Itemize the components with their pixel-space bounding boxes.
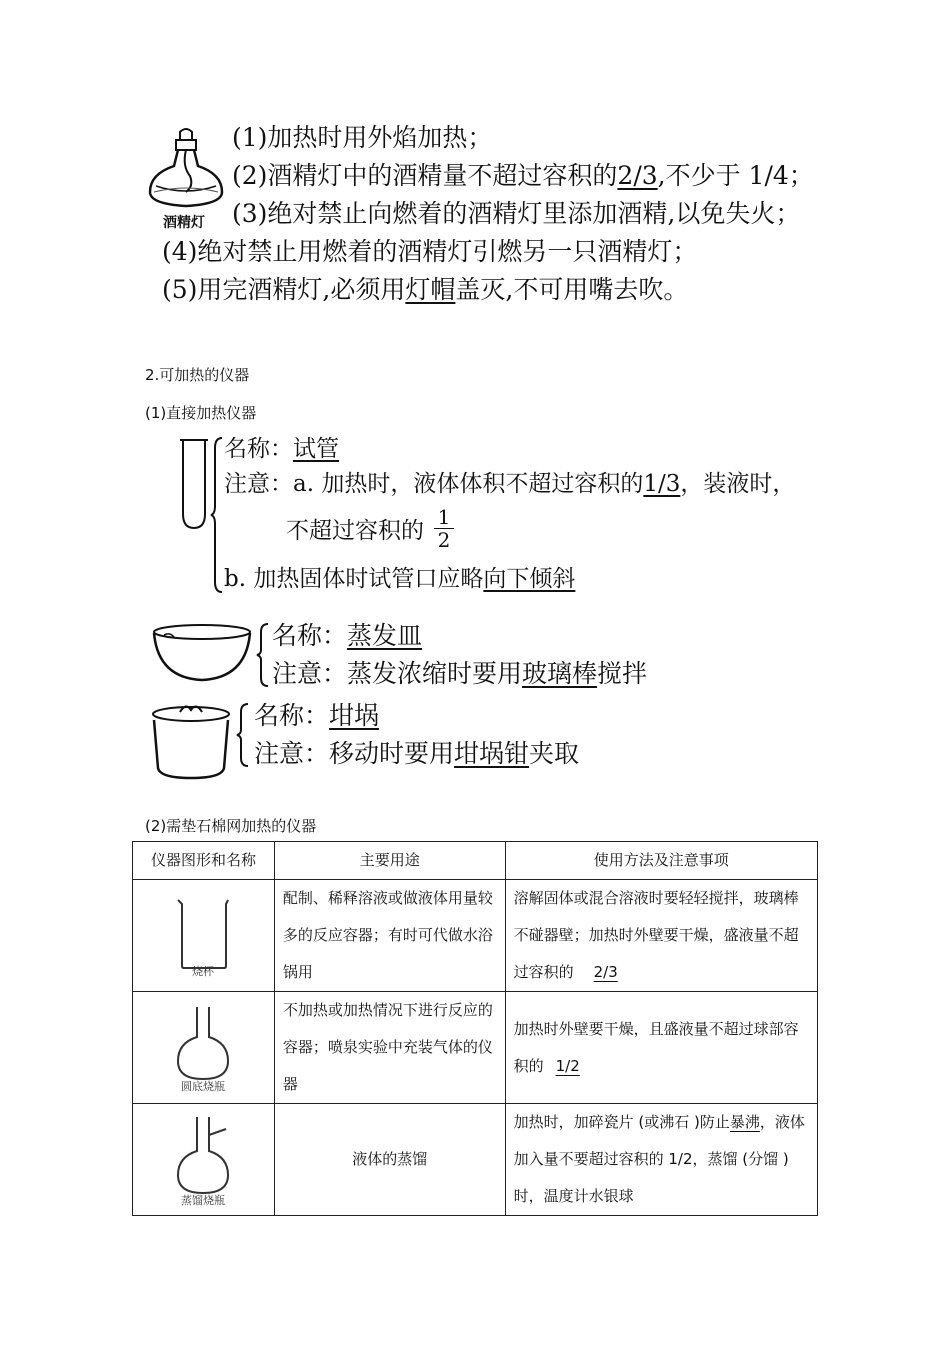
- test-tube-note-b: b. 加热固体时试管口应略向下倾斜: [224, 566, 576, 592]
- beaker-caption: 烧杯: [192, 964, 215, 978]
- distilling-flask-figure: [168, 1113, 238, 1207]
- evaporating-dish-figure: [150, 622, 254, 684]
- distilling-flask-cell: [133, 1104, 275, 1216]
- test-tube-name: 名称：试管: [224, 436, 339, 462]
- test-tube-note-a2: 不超过容积的: [286, 518, 424, 544]
- lamp-rule-2: (2)酒精灯中的酒精量不超过容积的2/3,不少于 1/4；: [232, 161, 814, 190]
- table-header-cell: 仪器图形和名称: [133, 842, 275, 880]
- distilling-flask-use: 液体的蒸馏: [274, 1104, 505, 1216]
- section-heading: 2.可加热的仪器: [145, 366, 250, 384]
- round-bottom-flask-figure: [168, 1003, 238, 1093]
- subsection-heading-direct: (1)直接加热仪器: [145, 404, 257, 422]
- test-tube-note-a: 注意：a. 加热时，液体体积不超过容积的1/3，装液时，: [224, 471, 796, 497]
- distilling-flask-caption: 蒸馏烧瓶: [181, 1193, 226, 1207]
- table-header-cell: 主要用途: [274, 842, 505, 880]
- table-row: [133, 880, 818, 992]
- evaporating-dish-name: 名称：蒸发皿: [272, 621, 423, 650]
- alcohol-lamp-caption: 酒精灯: [163, 215, 205, 231]
- fraction-denominator: 2: [437, 528, 451, 552]
- distilling-flask-note: 加热时，加碎瓷片 (或沸石 )防止暴沸，液体加入量不要超过容积的 1/2，蒸馏 (分馏 )时，温度计水银球: [505, 1104, 817, 1216]
- lamp-rule-1: (1)加热时用外焰加热；: [232, 123, 493, 152]
- round-flask-caption: 圆底烧瓶: [181, 1079, 226, 1093]
- round-flask-note: 加热时外壁要干燥，且盛液量不超过球部容积的 1/2: [505, 992, 817, 1104]
- subsection-heading-gauze: (2)需垫石棉网加热的仪器: [145, 817, 317, 835]
- table-row: [133, 1104, 818, 1216]
- beaker-note: 溶解固体或混合溶液时要轻轻搅拌，玻璃棒不碰器壁；加热时外壁要干燥，盛液量不超过容积的 2/3: [505, 880, 817, 992]
- lamp-rule-4: (4)绝对禁止用燃着的酒精灯引燃另一只酒精灯；: [162, 237, 698, 266]
- crucible-brace: [236, 702, 250, 768]
- test-tube-figure: [176, 436, 212, 532]
- fraction-numerator: 1: [434, 506, 454, 529]
- round-flask-use: 不加热或加热情况下进行反应的容器；喷泉实验中充装气体的仪器: [274, 992, 505, 1104]
- round-flask-cell: [133, 992, 275, 1104]
- half-fraction: [434, 506, 454, 551]
- instrument-table: [132, 841, 818, 1216]
- crucible-name: 名称：坩埚: [254, 701, 380, 730]
- beaker-use: 配制、稀释溶液或做液体用量较多的反应容器；有时可代做水浴锅用: [274, 880, 505, 992]
- lamp-rule-5: (5)用完酒精灯,必须用灯帽盖灭,不可用嘴去吹。: [162, 275, 689, 304]
- table-header-row: [133, 842, 818, 880]
- crucible-figure: [146, 700, 236, 782]
- table-row: [133, 992, 818, 1104]
- crucible-note: 注意：移动时要用坩埚钳夹取: [254, 739, 580, 768]
- evaporating-dish-brace: [256, 622, 270, 688]
- table-header-cell: 使用方法及注意事项: [505, 842, 817, 880]
- beaker-figure: [168, 894, 238, 978]
- test-tube-brace: [210, 436, 224, 594]
- beaker-cell: [133, 880, 275, 992]
- evaporating-dish-note: 注意：蒸发浓缩时要用玻璃棒搅拌: [272, 659, 648, 688]
- lamp-rule-3: (3)绝对禁止向燃着的酒精灯里添加酒精,以免失火；: [232, 199, 801, 228]
